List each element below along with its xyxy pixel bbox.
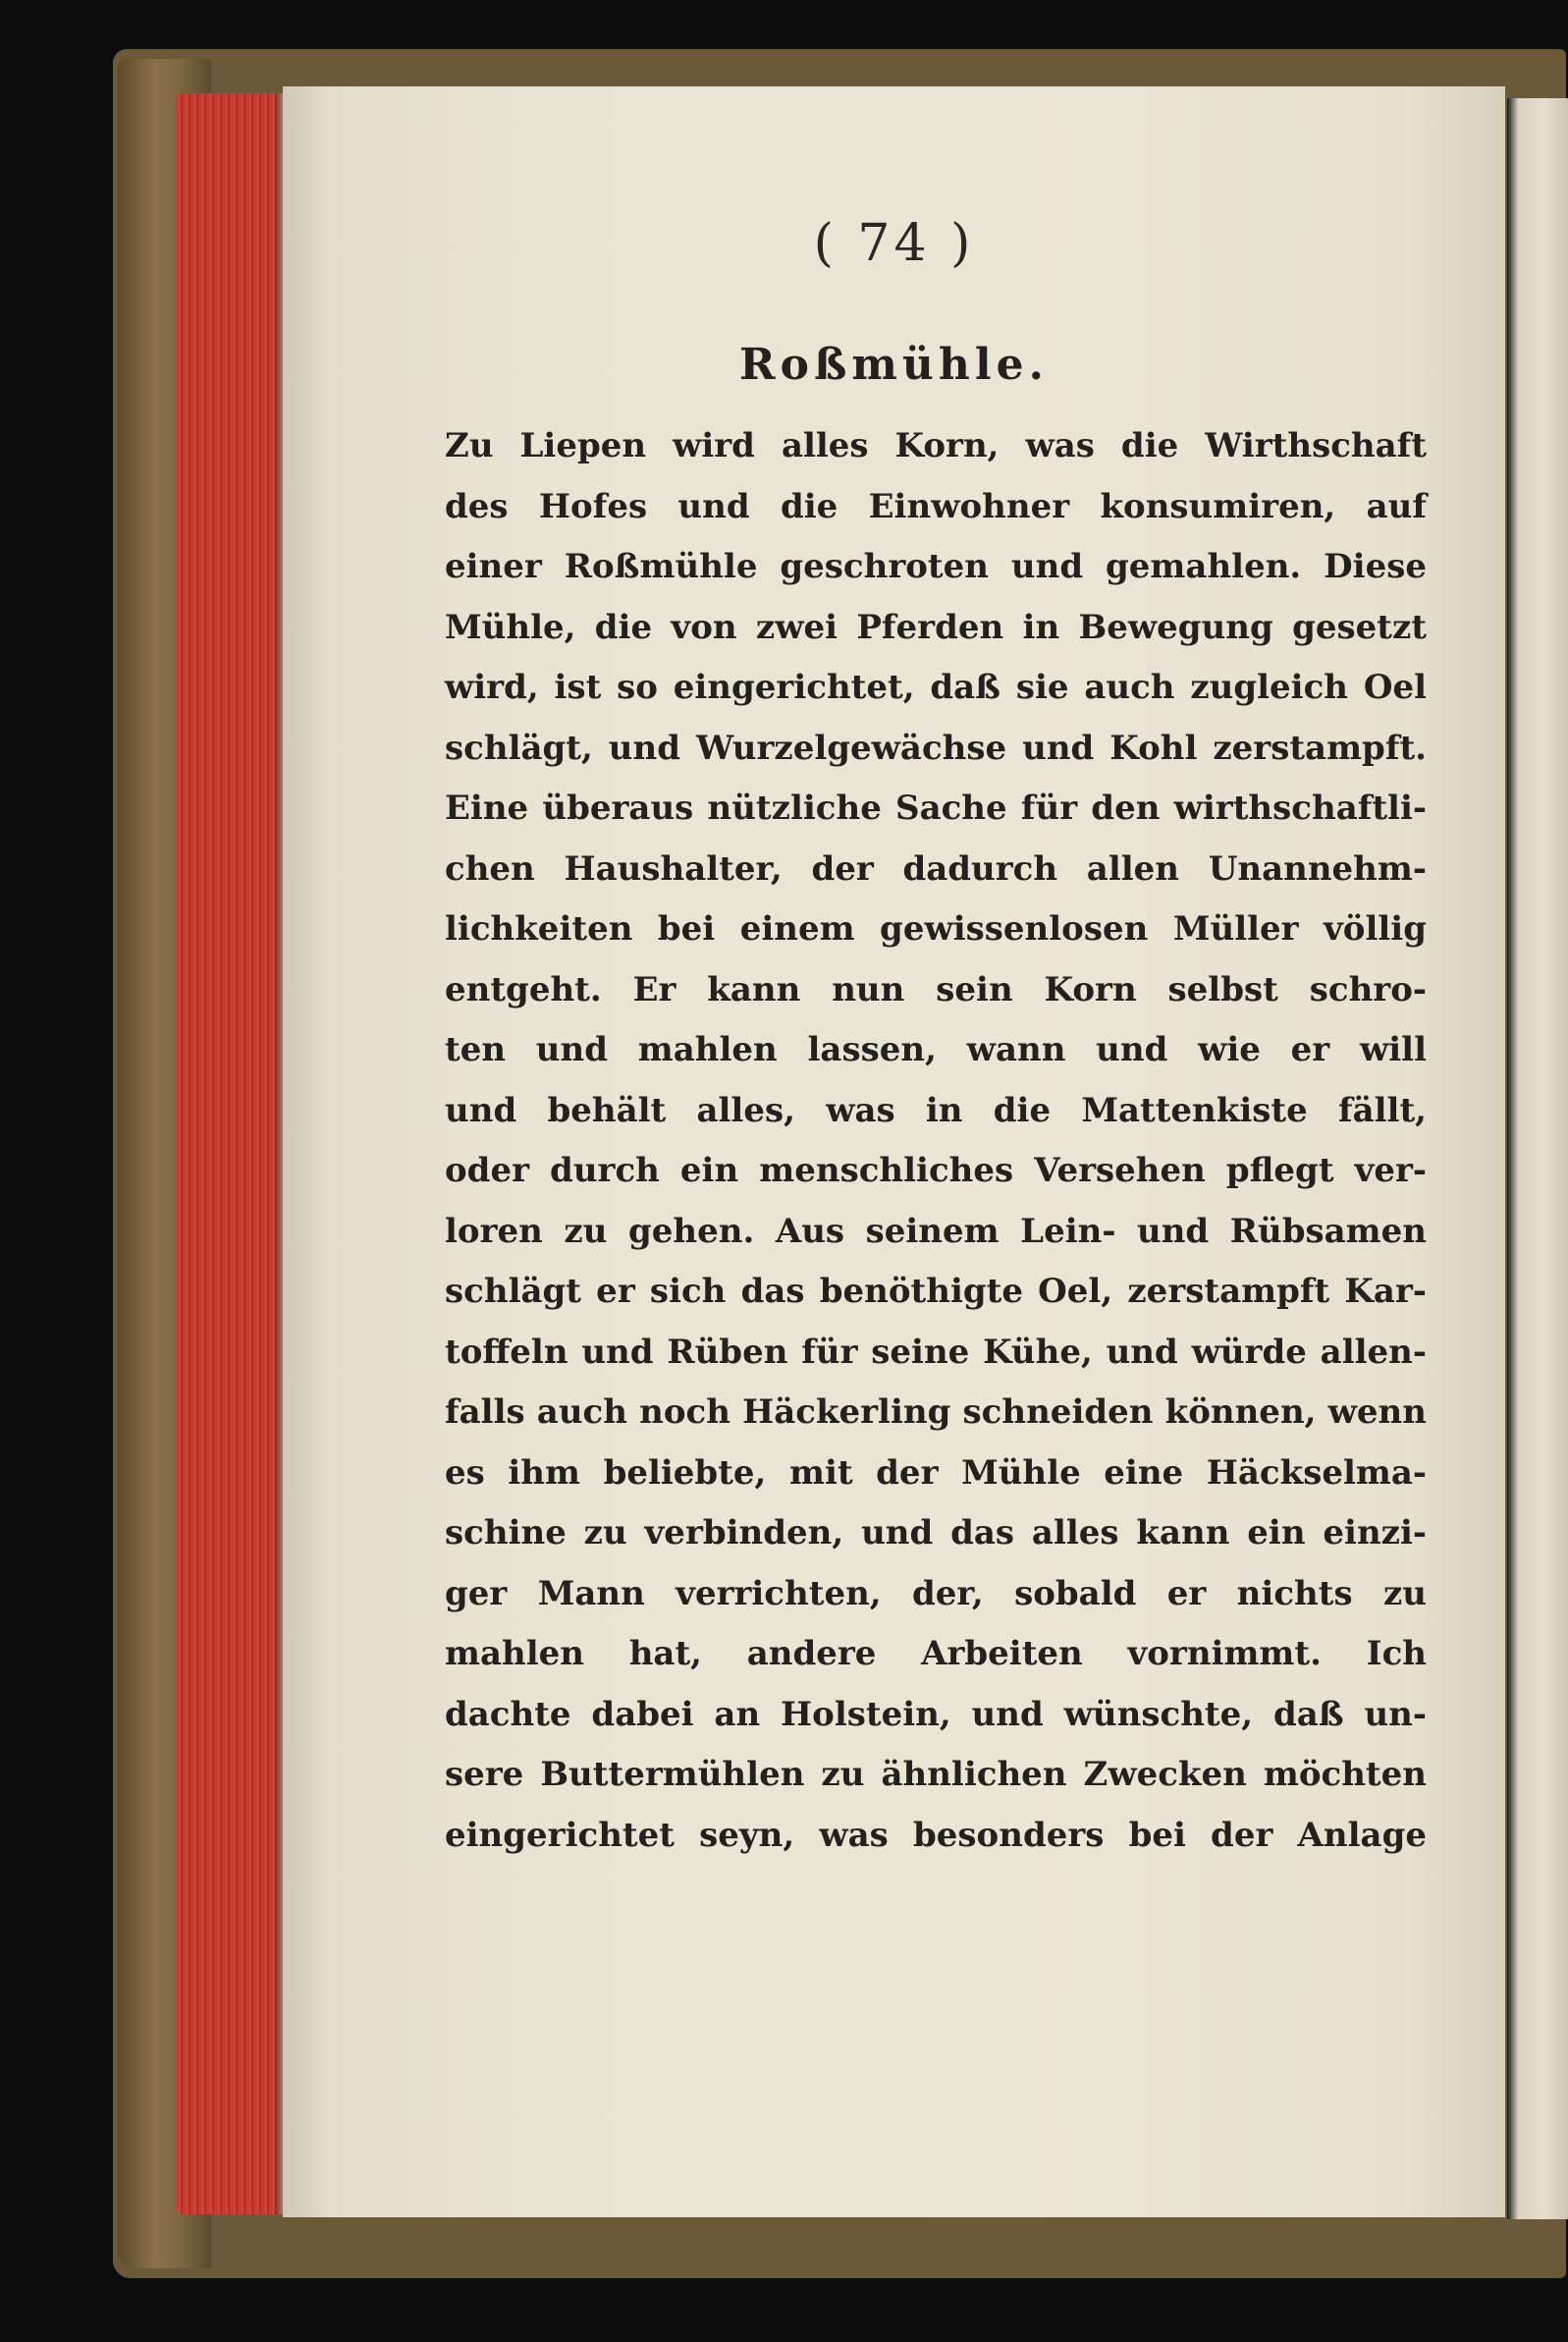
text-line: Eine überaus nützliche Sache für den wirthschaftli-: [445, 789, 1427, 828]
text-line: schlägt, und Wurzelgewächse und Kohl zerstampft.: [445, 728, 1427, 768]
text-line: eingerichtet seyn, was besonders bei der Anlage: [445, 1815, 1427, 1855]
text-line: Mühle, die von zwei Pferden in Bewegung gesetzt: [445, 607, 1427, 647]
text-line: einer Roßmühle geschroten und gemahlen. Diese: [445, 547, 1427, 586]
text-line: es ihm beliebte, mit der Mühle eine Häckselma-: [445, 1452, 1427, 1493]
text-line: und behält alles, was in die Mattenkiste fällt,: [445, 1090, 1427, 1130]
text-line: schlägt er sich das benöthigte Oel, zerstampft Kar-: [445, 1272, 1427, 1311]
text-line: ger Mann verrichten, der, sobald er nichts zu: [445, 1573, 1427, 1613]
facing-page-edge: [1507, 98, 1568, 2219]
text-line: ten und mahlen lassen, wann und wie er will: [445, 1030, 1427, 1069]
text-line: wird, ist so eingerichtet, daß sie auch zugleich Oel: [445, 668, 1427, 707]
red-page-edges: [177, 93, 283, 2214]
body-text: [445, 416, 1427, 1866]
text-line: des Hofes und die Einwohner konsumiren, auf: [445, 486, 1427, 526]
text-line: lichkeiten bei einem gewissenlosen Müller völlig: [445, 909, 1427, 949]
text-line: sere Buttermühlen zu ähnlichen Zwecken möchten: [445, 1755, 1427, 1794]
text-line: toffeln und Rüben für seine Kühe, und würde allen-: [445, 1332, 1427, 1372]
text-line: loren zu gehen. Aus seinem Lein- und Rübsamen: [445, 1211, 1427, 1251]
text-line: oder durch ein menschliches Versehen pflegt ver-: [445, 1151, 1427, 1190]
text-line: falls auch noch Häckerling schneiden können, wenn: [445, 1392, 1427, 1432]
page-number: ( 74 ): [813, 214, 975, 273]
book-page: [283, 86, 1505, 2217]
text-line: chen Haushalter, der dadurch allen Unannehm-: [445, 848, 1427, 889]
text-line: schine zu verbinden, und das alles kann ein einzi-: [445, 1513, 1427, 1552]
text-line: dachte dabei an Holstein, und wünschte, daß un-: [445, 1694, 1427, 1734]
section-heading: Roßmühle.: [739, 340, 1049, 390]
text-line: mahlen hat, andere Arbeiten vornimmt. Ich: [445, 1634, 1427, 1673]
text-line: entgeht. Er kann nun sein Korn selbst schro-: [445, 969, 1427, 1009]
text-line: Zu Liepen wird alles Korn, was die Wirthschaft: [445, 426, 1427, 465]
